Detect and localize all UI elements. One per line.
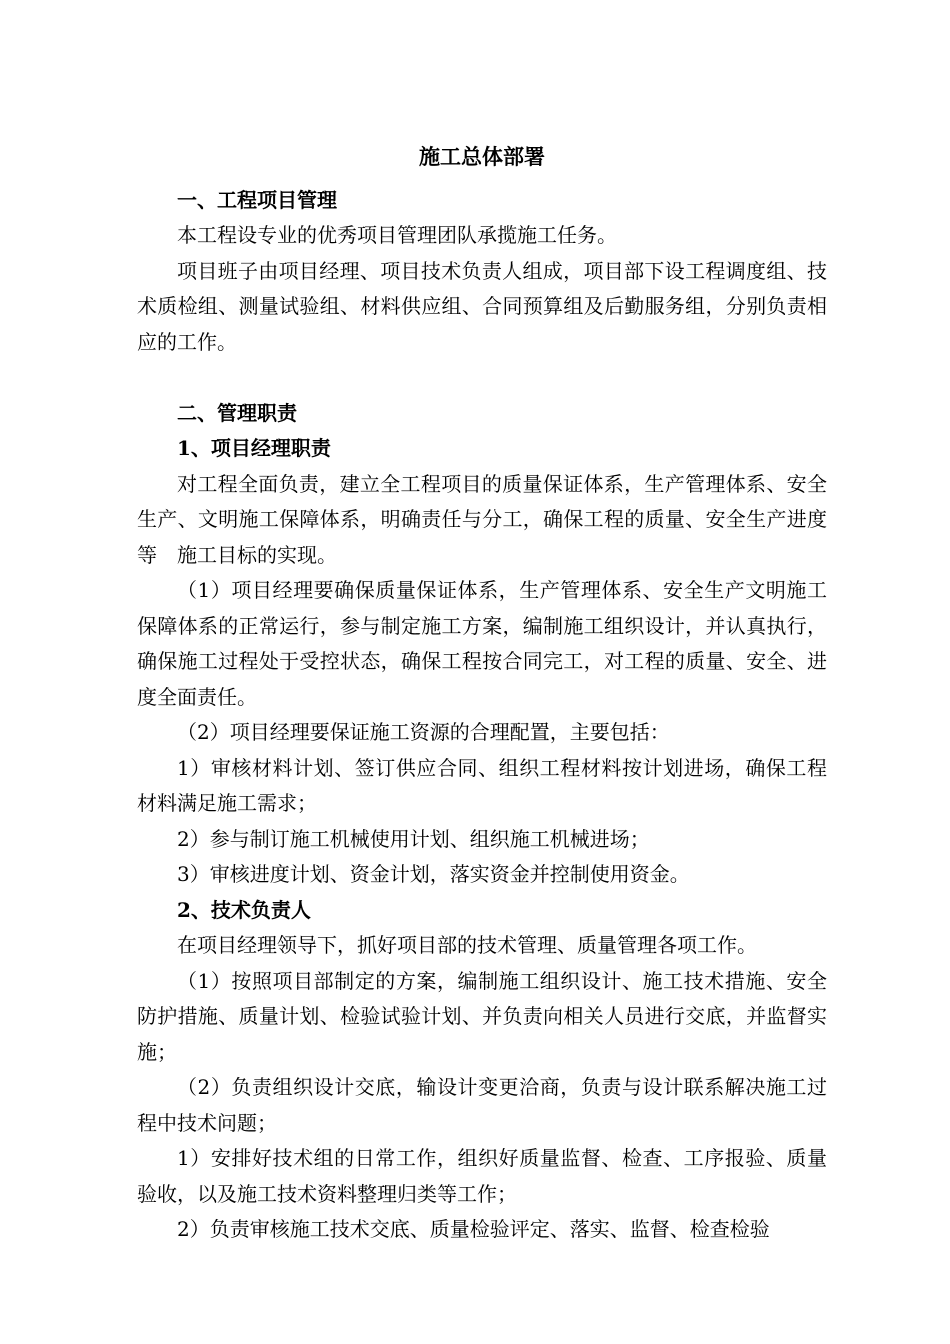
paragraph: （2）项目经理要保证施工资源的合理配置，主要包括：: [177, 720, 670, 744]
paragraph: 1）审核材料计划、签订供应合同、组织工程材料按计划进场，确保工程材料满足施工需求；: [137, 755, 827, 815]
paragraph: （1）按照项目部制定的方案，编制施工组织设计、施工技术措施、安全防护措施、质量计划、检验试验计划、并负责向相关人员进行交底，并监督实施；: [137, 968, 827, 1064]
document-body: [137, 139, 827, 1248]
blank-line: [137, 360, 827, 396]
page-title: 施工总体部署: [419, 144, 545, 169]
paragraph: 2）负责审核施工技术交底、质量检验评定、落实、监督、检查检验: [177, 1217, 770, 1241]
paragraph: 2）参与制订施工机械使用计划、组织施工机械进场；: [177, 826, 650, 851]
subsection-heading-technical-lead: 2、技术负责人: [177, 897, 311, 922]
paragraph: 3）审核进度计划、资金计划，落实资金并控制使用资金。: [177, 862, 690, 886]
paragraph: 在项目经理领导下，抓好项目部的技术管理、质量管理各项工作。: [177, 933, 757, 957]
paragraph: 对工程全面负责，建立全工程项目的质量保证体系，生产管理体系、安全生产、文明施工保障体系，明确责任与分工，确保工程的质量、安全生产进度等 施工目标的实现。: [137, 471, 827, 567]
subsection-heading-project-manager: 1、项目经理职责: [177, 436, 331, 460]
paragraph: 本工程设专业的优秀项目管理团队承揽施工任务。: [177, 223, 617, 247]
section-heading-project-management: 一、工程项目管理: [177, 187, 337, 212]
paragraph: 项目班子由项目经理、项目技术负责人组成，项目部下设工程调度组、技术质检组、测量试验组、材料供应组、合同预算组及后勤服务组，分别负责相应的工作。: [137, 258, 827, 354]
paragraph: 1）安排好技术组的日常工作，组织好质量监督、检查、工序报验、质量验收，以及施工技术资料整理归类等工作；: [137, 1146, 827, 1206]
section-heading-responsibilities: 二、管理职责: [177, 400, 297, 425]
paragraph: （1）项目经理要确保质量保证体系，生产管理体系、安全生产文明施工保障体系的正常运行，参与制定施工方案，编制施工组织设计，并认真执行，确保施工过程处于受控状态，确保工程按合同完工，对工程的质量、安全、进度全面责任。: [137, 578, 827, 709]
paragraph: （2）负责组织设计交底，输设计变更洽商，负责与设计联系解决施工过程中技术问题；: [137, 1075, 827, 1135]
